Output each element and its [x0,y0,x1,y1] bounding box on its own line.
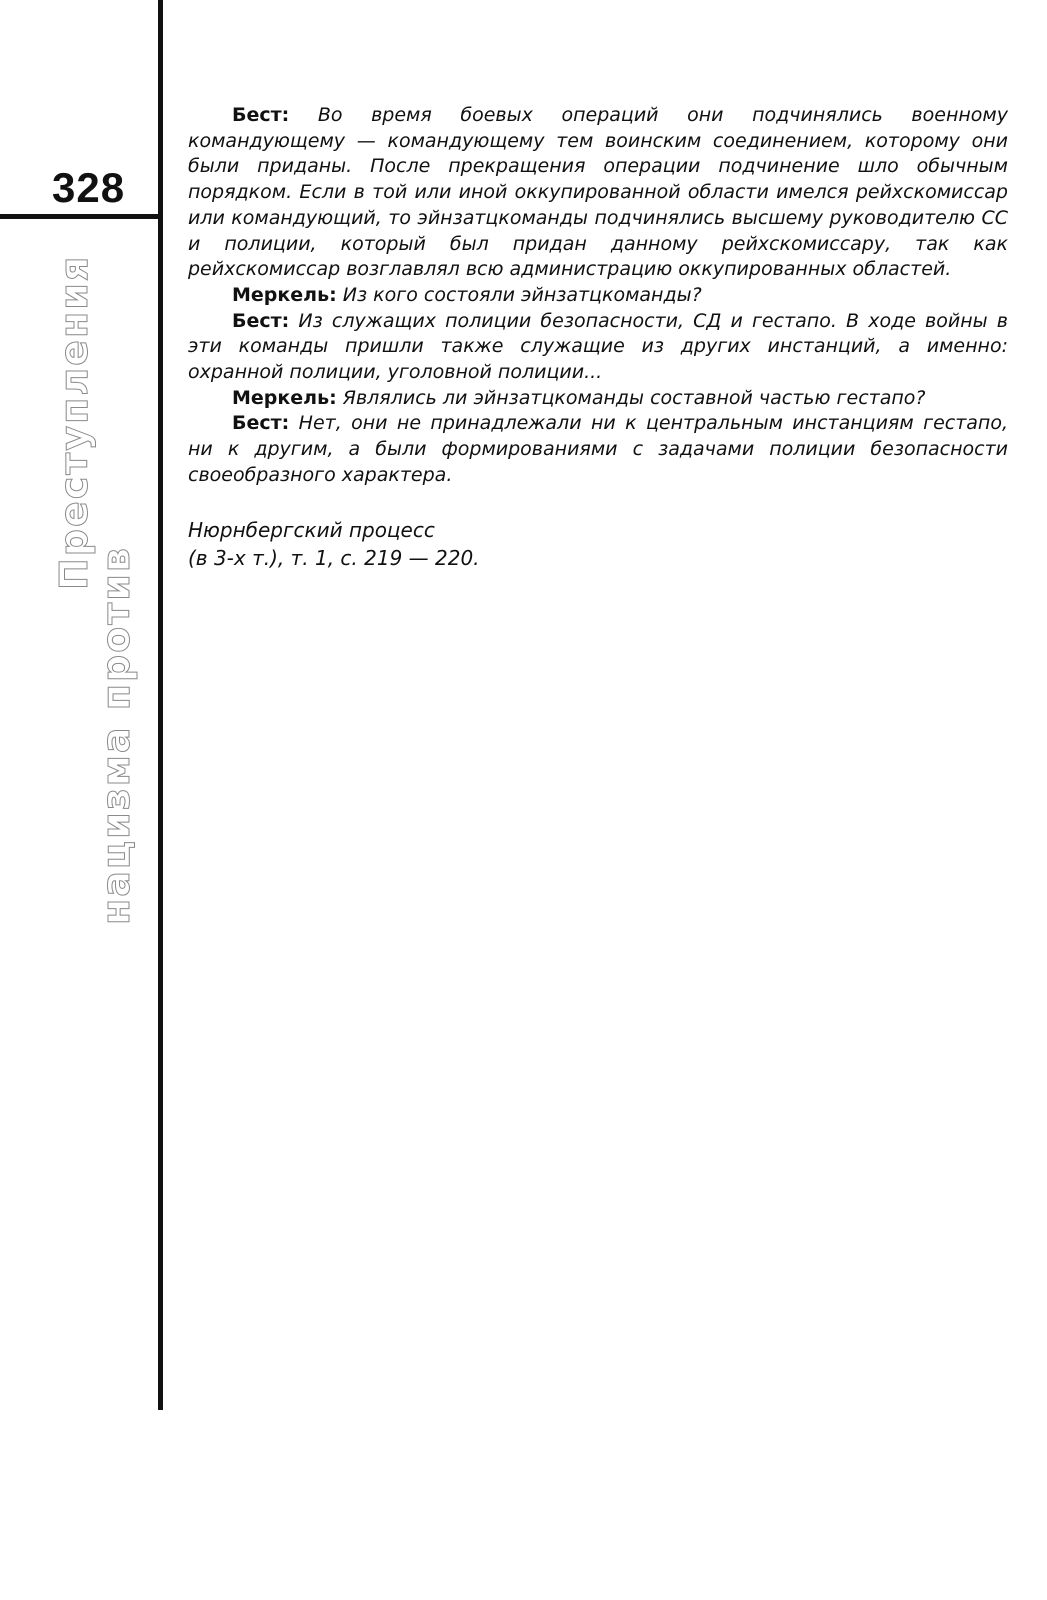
speaker-label: Меркель: [232,283,337,306]
speaker-label: Меркель: [232,386,337,409]
dialogue-paragraph [188,309,1008,386]
dialogue-paragraph [188,103,1008,283]
side-title-line-1: Преступления [52,254,96,590]
source-line-2: (в 3-х т.), т. 1, с. 219 — 220. [188,545,480,570]
dialogue-paragraph [188,386,1008,412]
dialogue-text: Из служащих полиции безопасности, СД и гестапо. В ходе войны в эти команды пришли также служащие из других инстанций, а именно: охранной полиции, уголовной полиции... [188,309,1008,384]
dialogue-paragraph [188,411,1008,488]
source-citation [188,516,1008,572]
speaker-label: Бест: [232,309,290,332]
speaker-label: Бест: [232,412,290,435]
dialogue-paragraph [188,283,1008,309]
speaker-label: Бест: [232,104,290,126]
dialogue-text: Являлись ли эйнзатцкоманды составной частью гестапо? [342,386,926,409]
page-number: 328 [52,164,126,211]
dialogue-text: Из кого состояли эйнзатцкоманды? [342,283,702,306]
main-text [188,103,1008,572]
dialogue-text: Во время боевых операций они подчинялись военному командующему — командующему тем воинским соединением, которому они были приданы. После прекращения операции подчинение шло обычным порядком. Если в той или иной оккупированной области имелся рейхскомиссар или командующий, то эйнзатцкоманды подчинялись высшему руководителю СС и полиции, который был придан данному рейхскомиссару, так как рейхскомиссар возглавлял всю администрацию оккупированных областей. [188,104,1008,281]
page-number-rule [0,214,163,219]
side-title-line-2: нацизма против [94,546,138,925]
dialogue-text: Нет, они не принадлежали ни к центральным инстанциям гестапо, ни к другим, а были формированиями с задачами полиции безопасности своеобразного характера. [188,412,1009,486]
source-line-1: Нюрнбергский процесс [188,517,435,542]
vertical-rule [158,0,163,1410]
